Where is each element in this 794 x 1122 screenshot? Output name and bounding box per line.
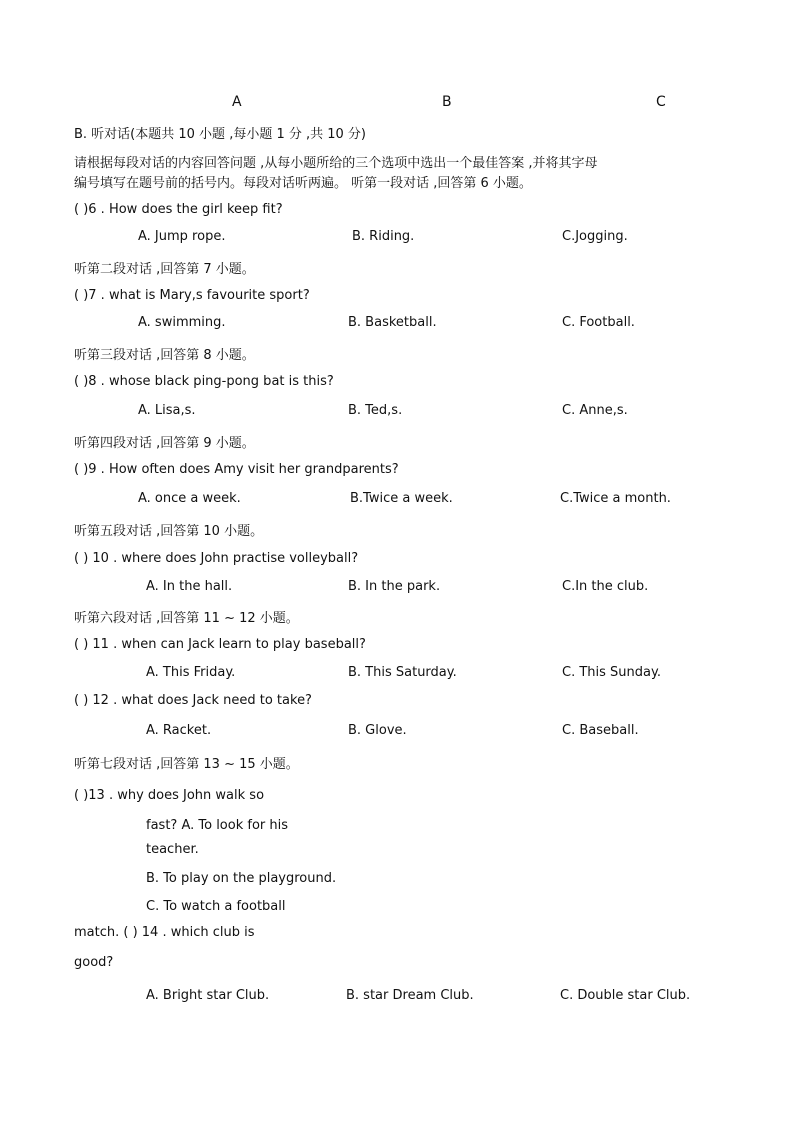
instruction-line-2: 编号填写在题号前的括号内。每段对话听两遍。 听第一段对话 ,回答第 6 小题。 [74, 176, 532, 191]
q11-option-c: C. This Sunday. [562, 665, 661, 680]
question-7: ( )7 . what is Mary,s favourite sport? [74, 288, 310, 303]
question-13-line-3: teacher. [146, 842, 199, 857]
section-3-heading: 听第三段对话 ,回答第 8 小题。 [74, 348, 255, 363]
q6-option-b: B. Riding. [352, 229, 415, 244]
section-2-heading: 听第二段对话 ,回答第 7 小题。 [74, 262, 255, 277]
q9-option-c: C.Twice a month. [560, 491, 671, 506]
q9-option-a: A. once a week. [138, 491, 241, 506]
q14-option-b: B. star Dream Club. [346, 988, 474, 1003]
question-10: ( ) 10 . where does John practise volleyball? [74, 551, 359, 566]
q9-option-b: B.Twice a week. [350, 491, 453, 506]
q10-option-a: A. In the hall. [146, 579, 233, 594]
q7-option-c: C. Football. [562, 315, 635, 330]
q14-option-c: C. Double star Club. [560, 988, 691, 1003]
header-option-c: C [656, 94, 666, 110]
section-4-heading: 听第四段对话 ,回答第 9 小题。 [74, 436, 255, 451]
question-13-line-4: B. To play on the playground. [146, 871, 337, 886]
question-9: ( )9 . How often does Amy visit her grandparents? [74, 462, 399, 477]
q12-option-b: B. Glove. [348, 723, 407, 738]
question-13-line-5: C. To watch a football [146, 899, 286, 914]
instruction-line-1: 请根据每段对话的内容回答问题 ,从每小题所给的三个选项中选出一个最佳答案 ,并将其字母 [74, 156, 598, 171]
section-title: B. 听对话(本题共 10 小题 ,每小题 1 分 ,共 10 分) [74, 127, 367, 142]
q8-option-b: B. Ted,s. [348, 403, 403, 418]
question-13-line-1: ( )13 . why does John walk so [74, 788, 265, 803]
q6-option-c: C.Jogging. [562, 229, 628, 244]
question-14-line-1: match. ( ) 14 . which club is [74, 925, 255, 940]
q8-option-a: A. Lisa,s. [138, 403, 196, 418]
q7-option-b: B. Basketball. [348, 315, 437, 330]
section-5-heading: 听第五段对话 ,回答第 10 小题。 [74, 524, 264, 539]
question-11: ( ) 11 . when can Jack learn to play baseball? [74, 637, 366, 652]
question-12: ( ) 12 . what does Jack need to take? [74, 693, 312, 708]
q11-option-a: A. This Friday. [146, 665, 236, 680]
q12-option-a: A. Racket. [146, 723, 212, 738]
q14-option-a: A. Bright star Club. [146, 988, 270, 1003]
question-8: ( )8 . whose black ping-pong bat is this? [74, 374, 334, 389]
question-13-line-2: fast? A. To look for his [146, 818, 289, 833]
q6-option-a: A. Jump rope. [138, 229, 226, 244]
q11-option-b: B. This Saturday. [348, 665, 457, 680]
q12-option-c: C. Baseball. [562, 723, 639, 738]
section-6-heading: 听第六段对话 ,回答第 11 ~ 12 小题。 [74, 611, 299, 626]
q10-option-c: C.In the club. [562, 579, 649, 594]
header-option-b: B [442, 94, 452, 110]
q7-option-a: A. swimming. [138, 315, 226, 330]
section-7-heading: 听第七段对话 ,回答第 13 ~ 15 小题。 [74, 757, 299, 772]
q8-option-c: C. Anne,s. [562, 403, 628, 418]
question-6: ( )6 . How does the girl keep fit? [74, 202, 283, 217]
question-14-line-2: good? [74, 955, 114, 970]
q10-option-b: B. In the park. [348, 579, 441, 594]
header-option-a: A [232, 94, 242, 110]
